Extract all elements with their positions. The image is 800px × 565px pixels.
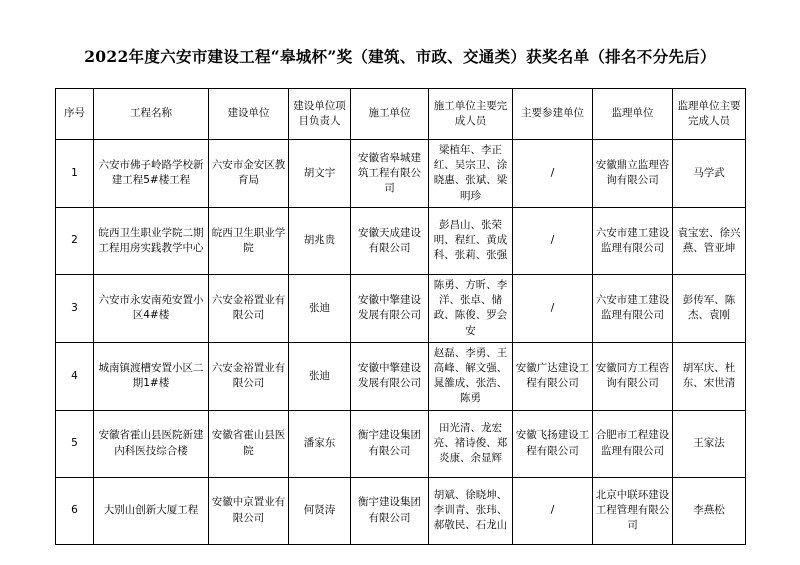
cell-contractor: 衡宇建设集团有限公司: [351, 477, 429, 544]
cell-contractor: 安徽中擎建设发展有限公司: [351, 342, 429, 410]
page-title: 2022年度六安市建设工程“皋城杯”奖（建筑、市政、交通类）获奖名单（排名不分先后）: [84, 47, 716, 66]
cell-supervisor: 北京中联环建设工程管理有限公司: [593, 477, 673, 544]
cell-seq: 6: [56, 477, 94, 544]
cell-seq: 3: [56, 274, 94, 342]
cell-contractor-staff: 胡斌、徐晓坤、李训青、张玮、郝敬民、石龙山: [429, 477, 513, 544]
cell-participants: /: [513, 140, 593, 208]
cell-owner: 六安金裕置业有限公司: [209, 274, 289, 342]
cell-owner-manager: 何贤涛: [289, 477, 351, 544]
column-header-participants: 主要参建单位: [513, 89, 593, 140]
cell-contractor-staff: 赵磊、李勇、王高峰、解文强、晁雒成、张浩、陈勇: [429, 342, 513, 410]
cell-seq: 2: [56, 207, 94, 274]
cell-owner: 六安市金安区教育局: [209, 140, 289, 208]
cell-supervisor: 安徽鼎立监理咨询有限公司: [593, 140, 673, 208]
table-row: [56, 207, 746, 274]
table-row: [56, 140, 746, 208]
cell-contractor: 安徽省皋城建筑工程有限公司: [351, 140, 429, 208]
cell-owner: 安徽省霍山县医院: [209, 410, 289, 477]
award-table-container: [55, 88, 745, 545]
cell-owner-manager: 胡兆贵: [289, 207, 351, 274]
cell-supervisor-staff: 彭传军、陈杰、袁刚: [673, 274, 746, 342]
cell-contractor-staff: 梁植年、李正红、吴宗卫、涂晓惠、张斌、梁明珍: [429, 140, 513, 208]
table-row: [56, 410, 746, 477]
cell-participants: /: [513, 477, 593, 544]
cell-project: 大别山创新大厦工程: [94, 477, 209, 544]
cell-seq: 4: [56, 342, 94, 410]
cell-seq: 5: [56, 410, 94, 477]
cell-supervisor: 六安市建工建设监理有限公司: [593, 274, 673, 342]
column-header-supervisor-staff: 监理单位主要完成人员: [673, 89, 746, 140]
cell-project: 皖西卫生职业学院二期工程用房实践教学中心: [94, 207, 209, 274]
cell-supervisor-staff: 李燕松: [673, 477, 746, 544]
cell-project: 安徽省霍山县医院新建内科医技综合楼: [94, 410, 209, 477]
cell-supervisor: 安徽同方工程咨询有限公司: [593, 342, 673, 410]
table-header-row: [56, 89, 746, 140]
table-row: [56, 477, 746, 544]
cell-owner: 六安金裕置业有限公司: [209, 342, 289, 410]
cell-supervisor: 六安市建工建设监理有限公司: [593, 207, 673, 274]
column-header-seq: 序号: [56, 89, 94, 140]
cell-participants: 安徽广达建设工程有限公司: [513, 342, 593, 410]
cell-project: 城南镇渡槽安置小区二期1#楼: [94, 342, 209, 410]
column-header-project: 工程名称: [94, 89, 209, 140]
cell-contractor: 安徽天成建设有限公司: [351, 207, 429, 274]
cell-supervisor-staff: 王家法: [673, 410, 746, 477]
cell-contractor-staff: 陈勇、方昕、李洋、张卓、储政、陈俊、罗会安: [429, 274, 513, 342]
cell-supervisor: 合肥市工程建设监理有限公司: [593, 410, 673, 477]
cell-owner-manager: 胡文宇: [289, 140, 351, 208]
column-header-owner: 建设单位: [209, 89, 289, 140]
column-header-supervisor: 监理单位: [593, 89, 673, 140]
table-row: [56, 274, 746, 342]
cell-owner: 安徽中京置业有限公司: [209, 477, 289, 544]
cell-seq: 1: [56, 140, 94, 208]
cell-owner-manager: 张迪: [289, 342, 351, 410]
cell-owner-manager: 张迪: [289, 274, 351, 342]
cell-owner: 皖西卫生职业学院: [209, 207, 289, 274]
cell-contractor: 衡宇建设集团有限公司: [351, 410, 429, 477]
cell-participants: /: [513, 207, 593, 274]
cell-participants: 安徽飞扬建设工程有限公司: [513, 410, 593, 477]
cell-contractor-staff: 田光清、龙宏亮、褚诗俊、郑炎康、余显辉: [429, 410, 513, 477]
award-table: [55, 88, 746, 545]
cell-supervisor-staff: 袁宝宏、徐兴燕、管亚坤: [673, 207, 746, 274]
cell-contractor: 安徽中擎建设发展有限公司: [351, 274, 429, 342]
cell-supervisor-staff: 马学武: [673, 140, 746, 208]
cell-project: 六安市永安南苑安置小区4#楼: [94, 274, 209, 342]
cell-owner-manager: 潘家东: [289, 410, 351, 477]
column-header-contractor: 施工单位: [351, 89, 429, 140]
cell-contractor-staff: 彭昌山、张荣明、程红、黄成科、张莉、张强: [429, 207, 513, 274]
column-header-owner-manager: 建设单位项目负责人: [289, 89, 351, 140]
cell-project: 六安市佛子岭路学校新建工程5#楼工程: [94, 140, 209, 208]
column-header-contractor-staff: 施工单位主要完成人员: [429, 89, 513, 140]
cell-participants: /: [513, 274, 593, 342]
table-row: [56, 342, 746, 410]
cell-supervisor-staff: 胡军庆、杜东、宋世清: [673, 342, 746, 410]
